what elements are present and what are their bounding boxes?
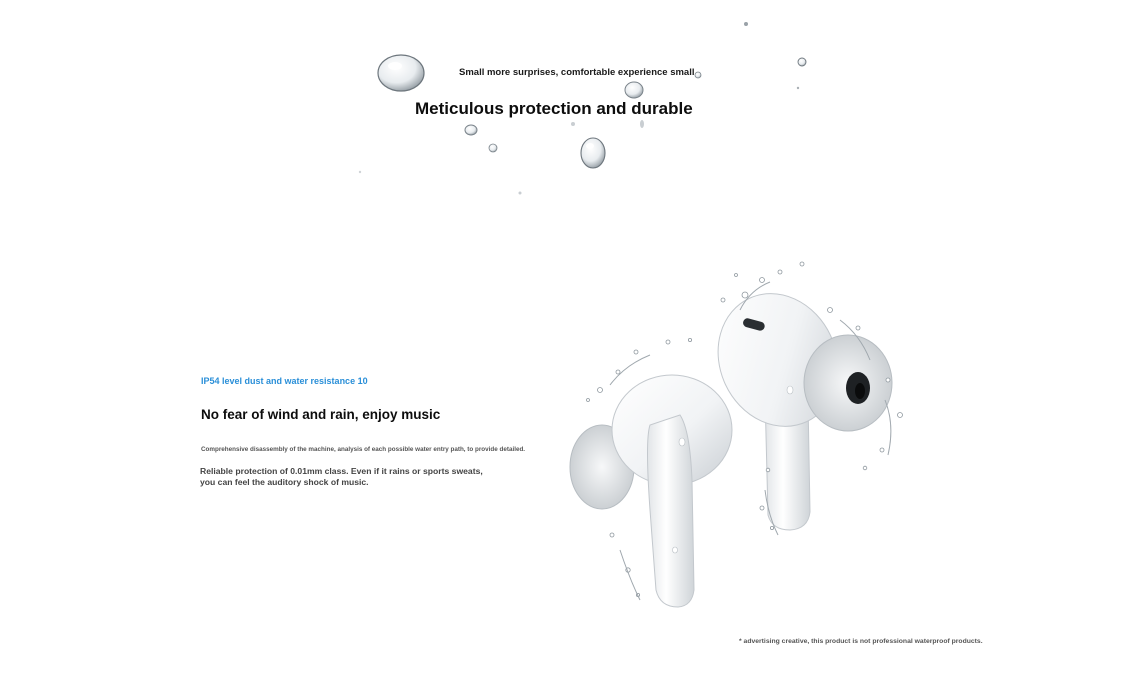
feature-description (200, 466, 483, 487)
earbuds-product-image (540, 250, 920, 620)
hero-subtitle: Small more surprises, comfortable experience small (459, 67, 695, 78)
feature-label: IP54 level dust and water resistance 10 (201, 376, 368, 386)
feature-description-line-1: Reliable protection of 0.01mm class. Even if it rains or sports sweats, (200, 466, 483, 476)
feature-heading: No fear of wind and rain, enjoy music (201, 407, 441, 422)
feature-description-small: Comprehensive disassembly of the machine, analysis of each possible water entry path, to provide detailed. (201, 446, 526, 453)
feature-description-line-2: you can feel the auditory shock of music. (200, 476, 369, 487)
hero-title: Meticulous protection and durable (415, 99, 693, 118)
right-earbud (697, 274, 892, 530)
disclaimer-note: * advertising creative, this product is not professional waterproof products. (739, 638, 983, 645)
left-earbud (570, 375, 732, 607)
